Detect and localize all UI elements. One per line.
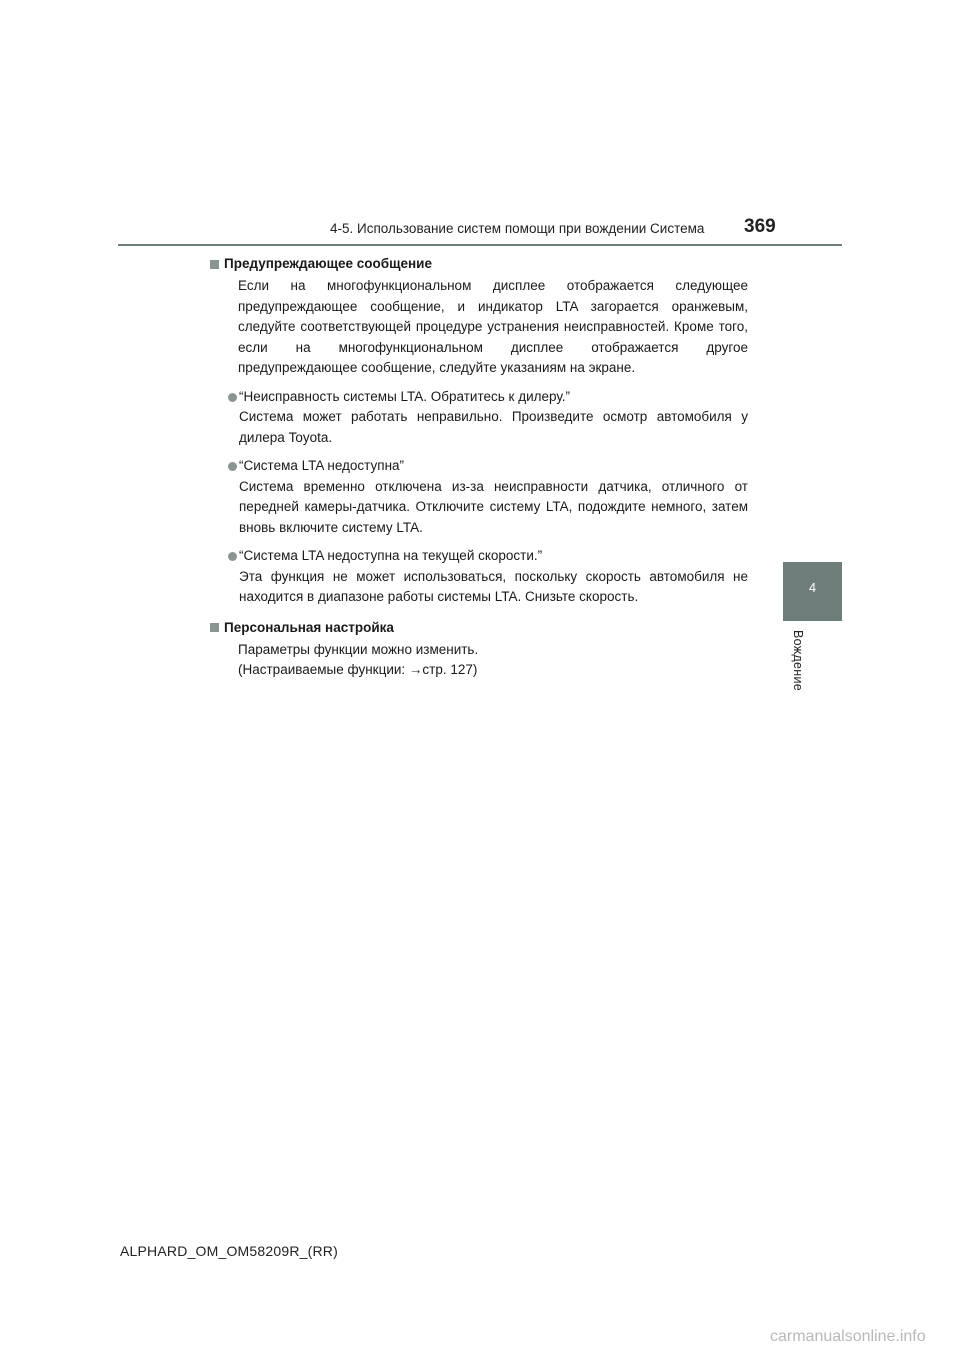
page-content: [210, 254, 748, 691]
list-item: [228, 456, 748, 538]
section-title-text: Предупреждающее сообщение: [224, 256, 432, 271]
settings-page-link[interactable]: (Настраиваемые функции: →стр. 127): [238, 662, 478, 677]
square-bullet-icon: [210, 623, 219, 632]
list-item: [228, 546, 748, 608]
chapter-title: 4-5. Использование систем помощи при вождении Система: [330, 221, 705, 236]
warning-explanation: Система может работать неправильно. Произведите осмотр автомобиля у дилера Toyota.: [239, 409, 748, 445]
warning-explanation: Система временно отключена из-за неисправности датчика, отличного от передней камеры-датчика. Отключите систему LTA, подождите немного, затем вновь включите систему LTA.: [239, 478, 748, 535]
circle-bullet-icon: [228, 393, 237, 402]
list-item: [228, 387, 748, 449]
warning-quote: “Система LTA недоступна”: [239, 458, 405, 473]
section-warning-message: [210, 254, 748, 608]
page-number: 369: [744, 216, 776, 237]
chapter-tab-label: Вождение: [791, 630, 805, 691]
chapter-tab[interactable]: [783, 562, 842, 621]
section-title: [210, 618, 748, 638]
watermark: carmanualsonline.info: [770, 1328, 926, 1345]
header-rule: [118, 244, 842, 246]
section-personal-settings: [210, 618, 748, 681]
section-title-text: Персональная настройка: [224, 619, 394, 635]
warning-explanation: Эта функция не может использоваться, поскольку скорость автомобиля не находится в диапазоне работы системы LTA. Снизьте скорость.: [239, 568, 748, 604]
circle-bullet-icon: [228, 552, 237, 561]
document-code: ALPHARD_OM_OM58209R_(RR): [120, 1243, 338, 1259]
section-title: [210, 254, 748, 274]
warning-quote: “Система LTA недоступна на текущей скорости.”: [239, 548, 543, 563]
warning-quote: “Неисправность системы LTA. Обратитесь к дилеру.”: [239, 388, 571, 404]
circle-bullet-icon: [228, 462, 237, 471]
section-paragraph: Если на многофункциональном дисплее отображается следующее предупреждающее сообщение, и индикатор LTA загорается оранжевым, следуйте соответствующей процедуре устранения неисправностей. Кроме того, если на многофункциональном дисплее отображается другое предупреждающее сообщение, следуйте указаниям на экране.: [238, 278, 748, 375]
chapter-tab-number: 4: [808, 580, 817, 595]
square-bullet-icon: [210, 260, 219, 269]
section-paragraph: [238, 640, 748, 681]
settings-text: Параметры функции можно изменить.: [238, 641, 479, 657]
